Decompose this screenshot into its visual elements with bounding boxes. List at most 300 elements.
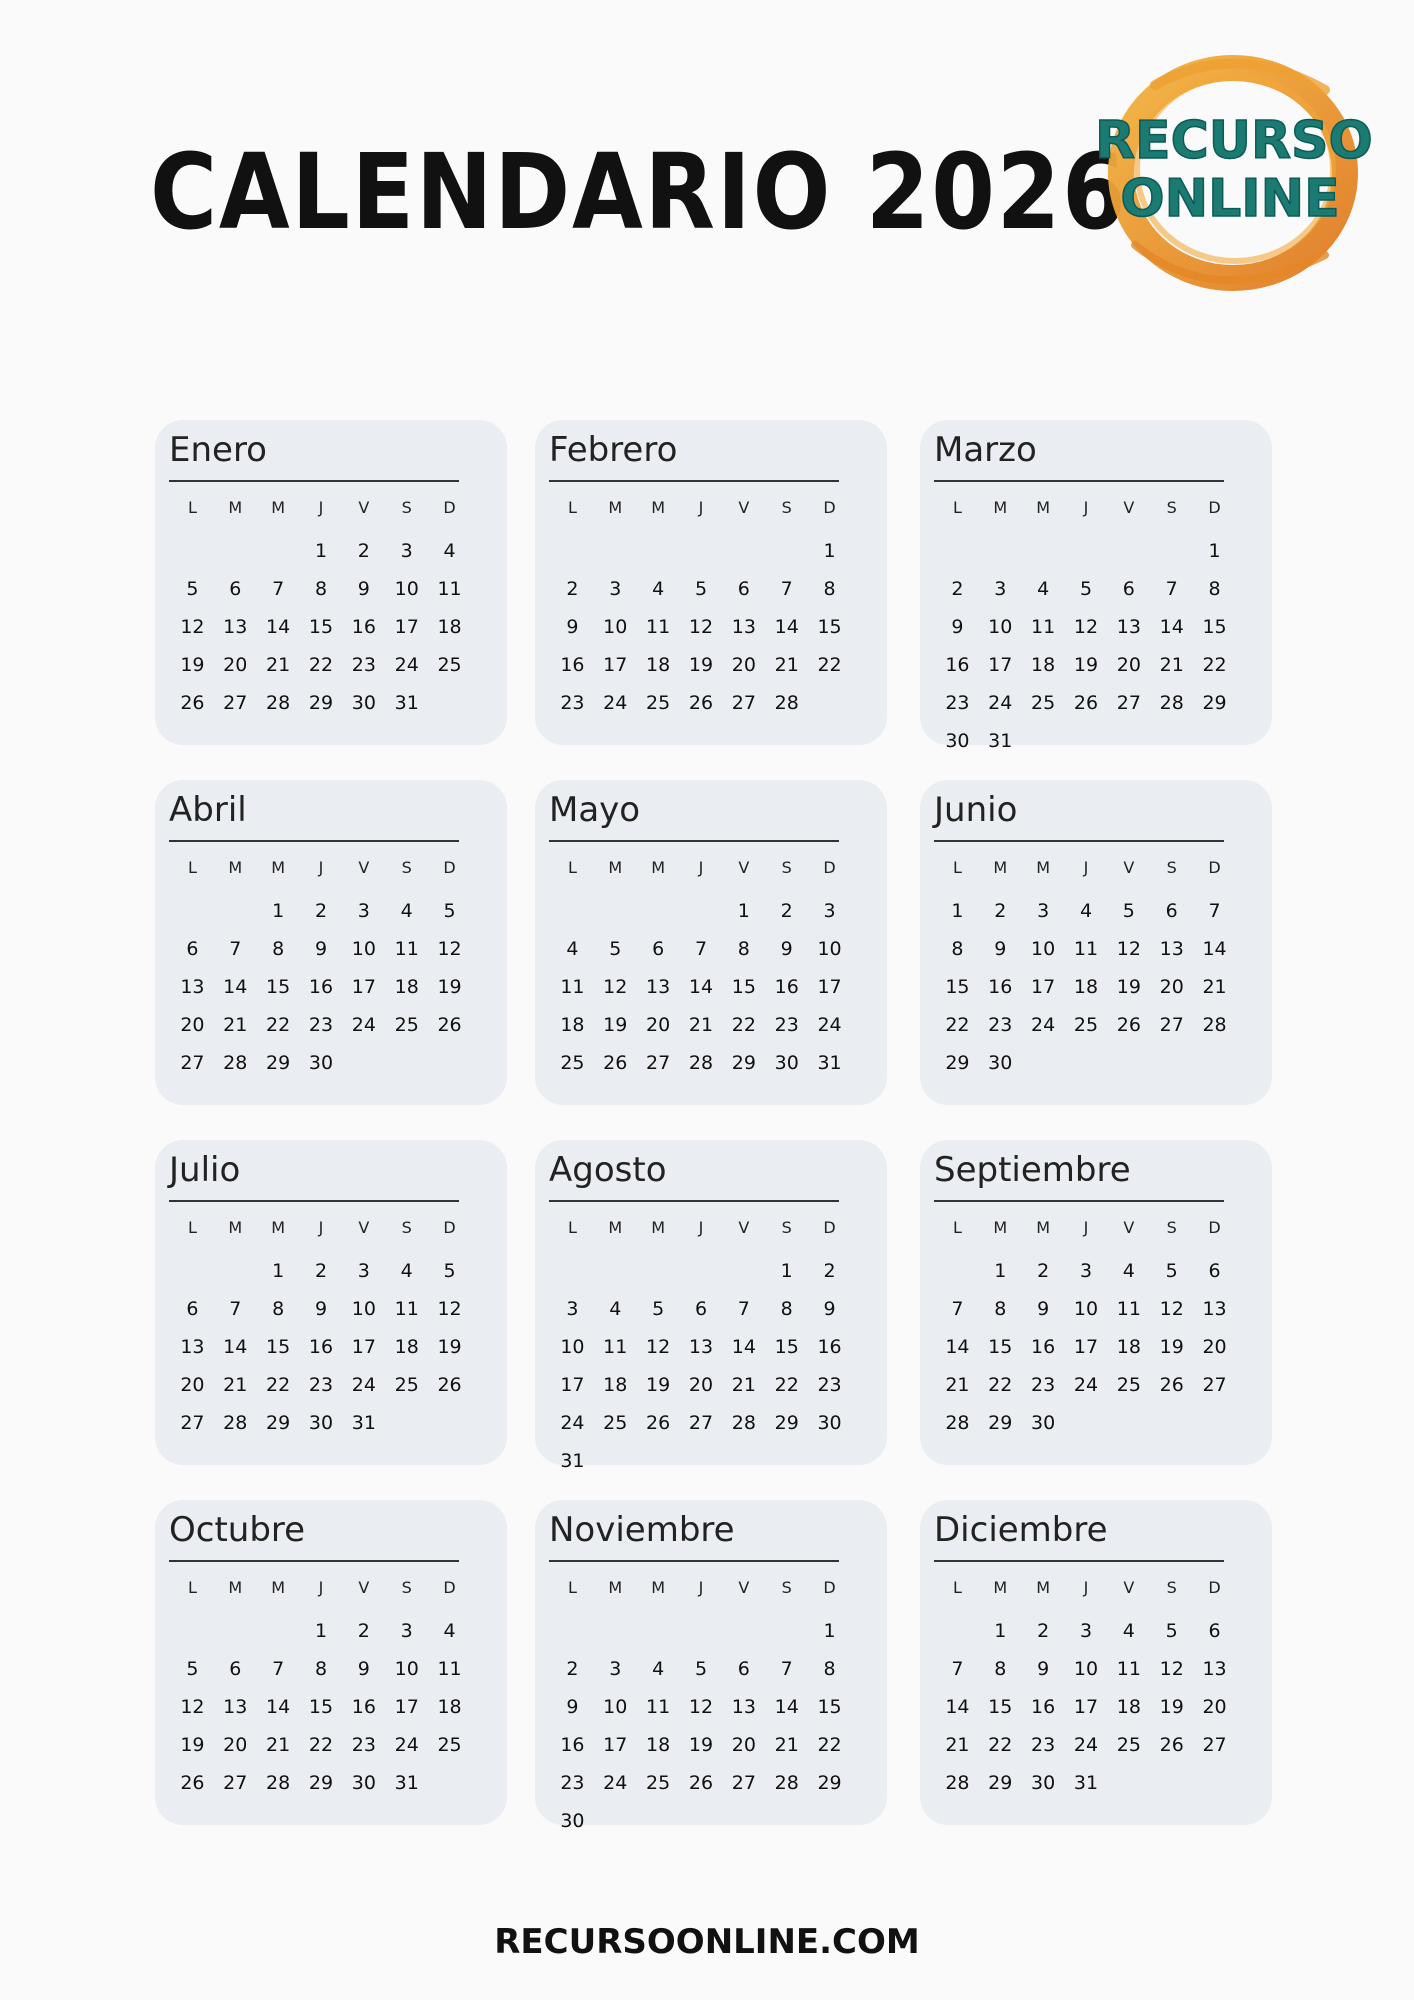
day-number: 29 [1202,692,1227,714]
day-number: 26 [180,1772,205,1794]
weekday-label: D [443,858,456,877]
week-row [936,1298,1236,1320]
day-number: 18 [1073,976,1099,998]
weekday-label: V [358,1578,370,1597]
day-number: 22 [308,654,334,676]
month-name: Noviembre [549,1510,735,1550]
day-number: 19 [603,1014,628,1036]
weekday-label: J [698,858,704,877]
day-number: 20 [180,1014,205,1036]
month-name: Febrero [549,430,678,470]
day-number: 2 [951,578,964,600]
day-number [765,540,808,562]
day-number [765,1810,808,1832]
day-number: 4 [443,1620,456,1642]
day-number: 7 [229,1298,242,1320]
week-row [551,900,851,922]
day-number: 10 [351,938,376,960]
weekday-label: L [187,498,197,517]
day-number: 25 [394,1374,419,1396]
day-number: 25 [437,654,462,676]
weekday-label: S [401,1218,412,1237]
day-number: 4 [652,1658,665,1680]
day-number: 19 [180,654,205,676]
weekday-label: M [271,1578,286,1597]
day-number [1022,1052,1065,1074]
week-row [171,1412,471,1434]
day-number: 19 [646,1374,671,1396]
weekday-header-row [171,1218,471,1237]
day-number: 9 [314,938,328,960]
day-number: 17 [1031,976,1056,998]
week-row [936,1260,1236,1282]
week-row [171,1374,471,1396]
day-number: 13 [688,1336,714,1358]
weekday-label: D [1208,1218,1221,1237]
day-number: 31 [351,1412,376,1434]
weekday-label: D [443,1218,456,1237]
day-number: 3 [400,540,413,562]
month-card [535,1140,887,1472]
day-number: 10 [817,938,842,960]
weekday-label: L [567,498,577,517]
day-number: 15 [266,976,291,998]
week-row [171,1260,471,1282]
day-number: 3 [1079,1620,1093,1642]
day-number: 16 [817,1336,842,1358]
day-number [722,1810,765,1832]
day-number [385,1052,428,1074]
day-number [637,540,680,562]
day-number: 11 [1031,616,1056,638]
day-number: 21 [731,1374,756,1396]
day-number: 16 [560,1734,585,1756]
day-number: 16 [308,1336,334,1358]
weekday-label: L [567,1218,577,1237]
weekday-header-row [936,1578,1236,1597]
day-number: 17 [1073,1696,1099,1718]
day-number [722,1260,765,1282]
weekday-label: M [651,1218,666,1237]
day-number: 31 [988,730,1013,752]
week-row [936,1412,1236,1434]
weekday-label: M [228,498,243,517]
day-number: 11 [646,616,671,638]
day-number: 14 [774,1696,799,1718]
weekday-label: L [952,1218,962,1237]
day-number: 4 [1122,1620,1135,1642]
day-number: 29 [308,1772,334,1794]
day-number: 23 [945,692,970,714]
weekday-label: S [1166,498,1177,517]
day-number: 28 [688,1052,714,1074]
week-row [171,1658,471,1680]
day-number [722,540,765,562]
month-name: Agosto [549,1150,667,1190]
weekday-label: D [823,858,836,877]
weekday-label: L [567,858,577,877]
day-number [551,540,594,562]
day-number: 3 [357,900,370,922]
day-number: 10 [560,1336,585,1358]
day-number: 25 [646,692,671,714]
week-row [936,616,1236,638]
day-number: 19 [180,1734,205,1756]
week-row [171,654,471,676]
day-number [1107,1052,1150,1074]
day-number: 21 [223,1374,248,1396]
day-number: 8 [951,938,964,960]
weekday-label: D [443,1578,456,1597]
day-number [428,1052,471,1074]
day-number: 13 [223,1696,248,1718]
day-number: 8 [314,1658,328,1680]
day-number: 19 [1116,976,1141,998]
day-number: 7 [272,1658,285,1680]
day-number: 20 [180,1374,205,1396]
day-number [551,1260,594,1282]
day-number: 15 [308,1696,334,1718]
day-number: 3 [1037,900,1050,922]
month-name: Abril [169,790,247,830]
day-number: 27 [223,692,248,714]
month-divider [549,840,839,842]
day-number: 22 [1202,654,1227,676]
day-number: 7 [229,938,242,960]
day-number: 31 [394,1772,419,1794]
day-number [594,540,637,562]
logo-text-line1: RECURSO [1095,111,1373,171]
day-number: 8 [272,938,285,960]
day-number: 11 [646,1696,671,1718]
weekday-label: J [698,1218,704,1237]
week-row [551,1260,851,1282]
month-card [155,420,507,745]
day-number [1107,1772,1150,1794]
weekday-label: J [318,858,324,877]
day-number: 25 [603,1412,628,1434]
day-number: 30 [560,1810,585,1832]
day-number: 27 [688,1412,714,1434]
day-number: 21 [774,654,799,676]
weekday-label: M [608,1578,623,1597]
day-number: 28 [223,1412,248,1434]
day-number: 13 [731,616,756,638]
day-number: 12 [437,1298,462,1320]
day-number: 31 [394,692,419,714]
weekday-header-row [551,1578,851,1597]
day-number: 9 [951,616,964,638]
day-number: 10 [1073,1298,1099,1320]
day-number: 18 [1116,1336,1141,1358]
weekday-label: M [993,498,1008,517]
day-number: 3 [1079,1260,1093,1282]
day-number: 8 [823,578,836,600]
week-row [171,616,471,638]
day-number: 23 [1031,1374,1056,1396]
weekday-label: M [271,858,286,877]
day-number: 24 [394,1734,419,1756]
day-number [257,540,300,562]
day-number: 13 [223,616,248,638]
day-number: 13 [1202,1298,1227,1320]
day-number: 22 [774,1374,799,1396]
day-number: 23 [308,1374,334,1396]
day-number: 5 [1079,578,1093,600]
day-number: 30 [1031,1772,1056,1794]
day-number: 13 [180,1336,205,1358]
month-card [535,1500,887,1832]
day-number [808,692,851,714]
month-name: Julio [169,1150,241,1190]
day-number [637,1810,680,1832]
day-number: 10 [351,1298,376,1320]
weekday-label: J [318,1218,324,1237]
day-number: 16 [351,616,376,638]
weekday-label: J [1083,1218,1089,1237]
day-number: 28 [266,692,291,714]
week-row [936,1336,1236,1358]
page-title: CALENDARIO 2026 [150,131,1128,253]
weekday-label: M [271,498,286,517]
month-card [920,1500,1272,1825]
day-number: 28 [1202,1014,1227,1036]
day-number: 28 [945,1772,970,1794]
day-number [1065,730,1108,752]
day-number: 15 [308,616,334,638]
day-number [722,1620,765,1642]
day-number [680,1260,723,1282]
day-number: 29 [266,1052,291,1074]
week-row [171,1620,471,1642]
day-number: 28 [774,692,799,714]
day-number [171,540,214,562]
day-number [1107,1412,1150,1434]
day-number [1193,1412,1236,1434]
day-number: 15 [945,976,970,998]
day-number [428,692,471,714]
weekday-label: S [781,858,792,877]
day-number: 6 [1122,578,1135,600]
weekday-header-row [171,1578,471,1597]
day-number: 14 [688,976,714,998]
day-number: 17 [394,616,419,638]
day-number: 28 [945,1412,970,1434]
day-number [1150,1412,1193,1434]
day-number [1150,730,1193,752]
weekday-label: L [952,858,962,877]
day-number: 22 [817,654,842,676]
week-row [551,1810,851,1832]
week-row [171,1696,471,1718]
week-row [936,1052,1236,1074]
day-number: 29 [774,1412,799,1434]
month-divider [934,1560,1224,1562]
day-number: 1 [823,540,836,562]
day-number [765,1620,808,1642]
week-row [171,1298,471,1320]
day-number: 23 [774,1014,799,1036]
day-number: 9 [780,938,793,960]
weekday-label: D [823,1218,836,1237]
weekday-label: M [228,858,243,877]
day-number: 21 [266,654,291,676]
day-number: 10 [394,578,419,600]
day-number: 6 [737,578,750,600]
day-number: 26 [1159,1374,1184,1396]
day-number: 17 [394,1696,419,1718]
day-number: 10 [603,1696,628,1718]
week-row [171,1734,471,1756]
day-number: 4 [400,1260,413,1282]
day-number: 18 [603,1374,628,1396]
day-number [1193,1052,1236,1074]
day-number: 2 [357,540,370,562]
day-number: 16 [351,1696,376,1718]
day-number [214,1260,257,1282]
day-number: 2 [1037,1620,1050,1642]
day-number: 13 [1116,616,1141,638]
weekday-label: J [698,498,704,517]
day-number: 15 [1202,616,1227,638]
day-number: 20 [223,654,248,676]
day-number: 3 [357,1260,370,1282]
day-number: 29 [988,1412,1013,1434]
month-card [155,1500,507,1825]
day-number [594,1810,637,1832]
weekday-label: S [781,498,792,517]
day-number: 11 [437,578,462,600]
day-number: 25 [560,1052,585,1074]
day-number: 21 [774,1734,799,1756]
week-row [171,540,471,562]
day-number [808,1810,851,1832]
day-number: 15 [817,616,842,638]
month-divider [169,1200,459,1202]
weekday-label: D [443,498,456,517]
day-number [1065,1412,1108,1434]
day-number: 23 [560,1772,585,1794]
day-number: 28 [266,1772,291,1794]
weekday-label: M [1036,1218,1051,1237]
day-number: 22 [731,1014,756,1036]
month-divider [934,480,1224,482]
day-number: 1 [994,1260,1007,1282]
day-number [680,1620,723,1642]
day-number: 29 [731,1052,756,1074]
day-number: 5 [186,578,199,600]
weekday-label: V [738,858,750,877]
day-number: 3 [994,578,1007,600]
day-number: 23 [308,1014,334,1036]
day-number: 19 [688,1734,714,1756]
day-number: 23 [817,1374,842,1396]
day-number: 6 [1208,1260,1221,1282]
day-number: 16 [945,654,970,676]
day-number: 7 [951,1658,964,1680]
day-number: 17 [1073,1336,1099,1358]
day-number: 16 [1031,1336,1056,1358]
day-number: 11 [437,1658,462,1680]
day-number: 2 [314,900,328,922]
day-number [1150,1772,1193,1794]
day-number [551,900,594,922]
week-row [551,540,851,562]
month-name: Junio [934,790,1018,830]
day-number: 8 [314,578,328,600]
day-number: 24 [394,654,419,676]
day-number: 9 [314,1298,328,1320]
day-number: 24 [1073,1734,1099,1756]
day-number: 30 [1031,1412,1056,1434]
day-number: 30 [351,1772,376,1794]
day-number: 2 [357,1620,370,1642]
day-number: 12 [180,616,205,638]
day-number: 24 [1073,1374,1099,1396]
weekday-label: S [781,1218,792,1237]
week-row [171,976,471,998]
day-number: 26 [1159,1734,1184,1756]
day-number: 5 [186,1658,199,1680]
day-number: 1 [823,1620,836,1642]
day-number: 1 [272,900,285,922]
day-number: 30 [774,1052,799,1074]
day-number: 1 [737,900,750,922]
weekday-label: M [608,858,623,877]
day-number [594,1620,637,1642]
weekday-label: J [1083,498,1089,517]
day-number: 28 [1159,692,1184,714]
day-number: 29 [308,692,334,714]
day-number: 15 [266,1336,291,1358]
weekday-header-row [936,498,1236,517]
month-name: Octubre [169,1510,306,1550]
day-number: 14 [945,1336,970,1358]
weekday-label: V [1123,498,1135,517]
day-number [171,1260,214,1282]
day-number: 29 [817,1772,842,1794]
day-number: 17 [817,976,842,998]
day-number: 27 [731,1772,756,1794]
day-number: 12 [1159,1658,1184,1680]
weekday-label: M [651,1578,666,1597]
day-number: 9 [357,1658,370,1680]
day-number: 18 [394,976,419,998]
day-number: 12 [1073,616,1099,638]
weekday-label: L [952,1578,962,1597]
day-number: 20 [223,1734,248,1756]
day-number: 11 [1073,938,1099,960]
day-number [1065,1052,1108,1074]
week-row [936,1658,1236,1680]
weekday-label: V [358,858,370,877]
day-number: 24 [603,1772,628,1794]
weekday-label: M [228,1218,243,1237]
day-number [637,1620,680,1642]
day-number: 17 [988,654,1013,676]
day-number: 24 [560,1412,585,1434]
weekday-label: L [952,498,962,517]
day-number: 6 [229,1658,242,1680]
day-number: 16 [988,976,1013,998]
day-number: 4 [652,578,665,600]
day-number [722,1450,765,1472]
day-number: 5 [443,1260,456,1282]
day-number: 13 [646,976,671,998]
day-number: 15 [774,1336,799,1358]
day-number [1150,1052,1193,1074]
day-number: 24 [351,1014,376,1036]
